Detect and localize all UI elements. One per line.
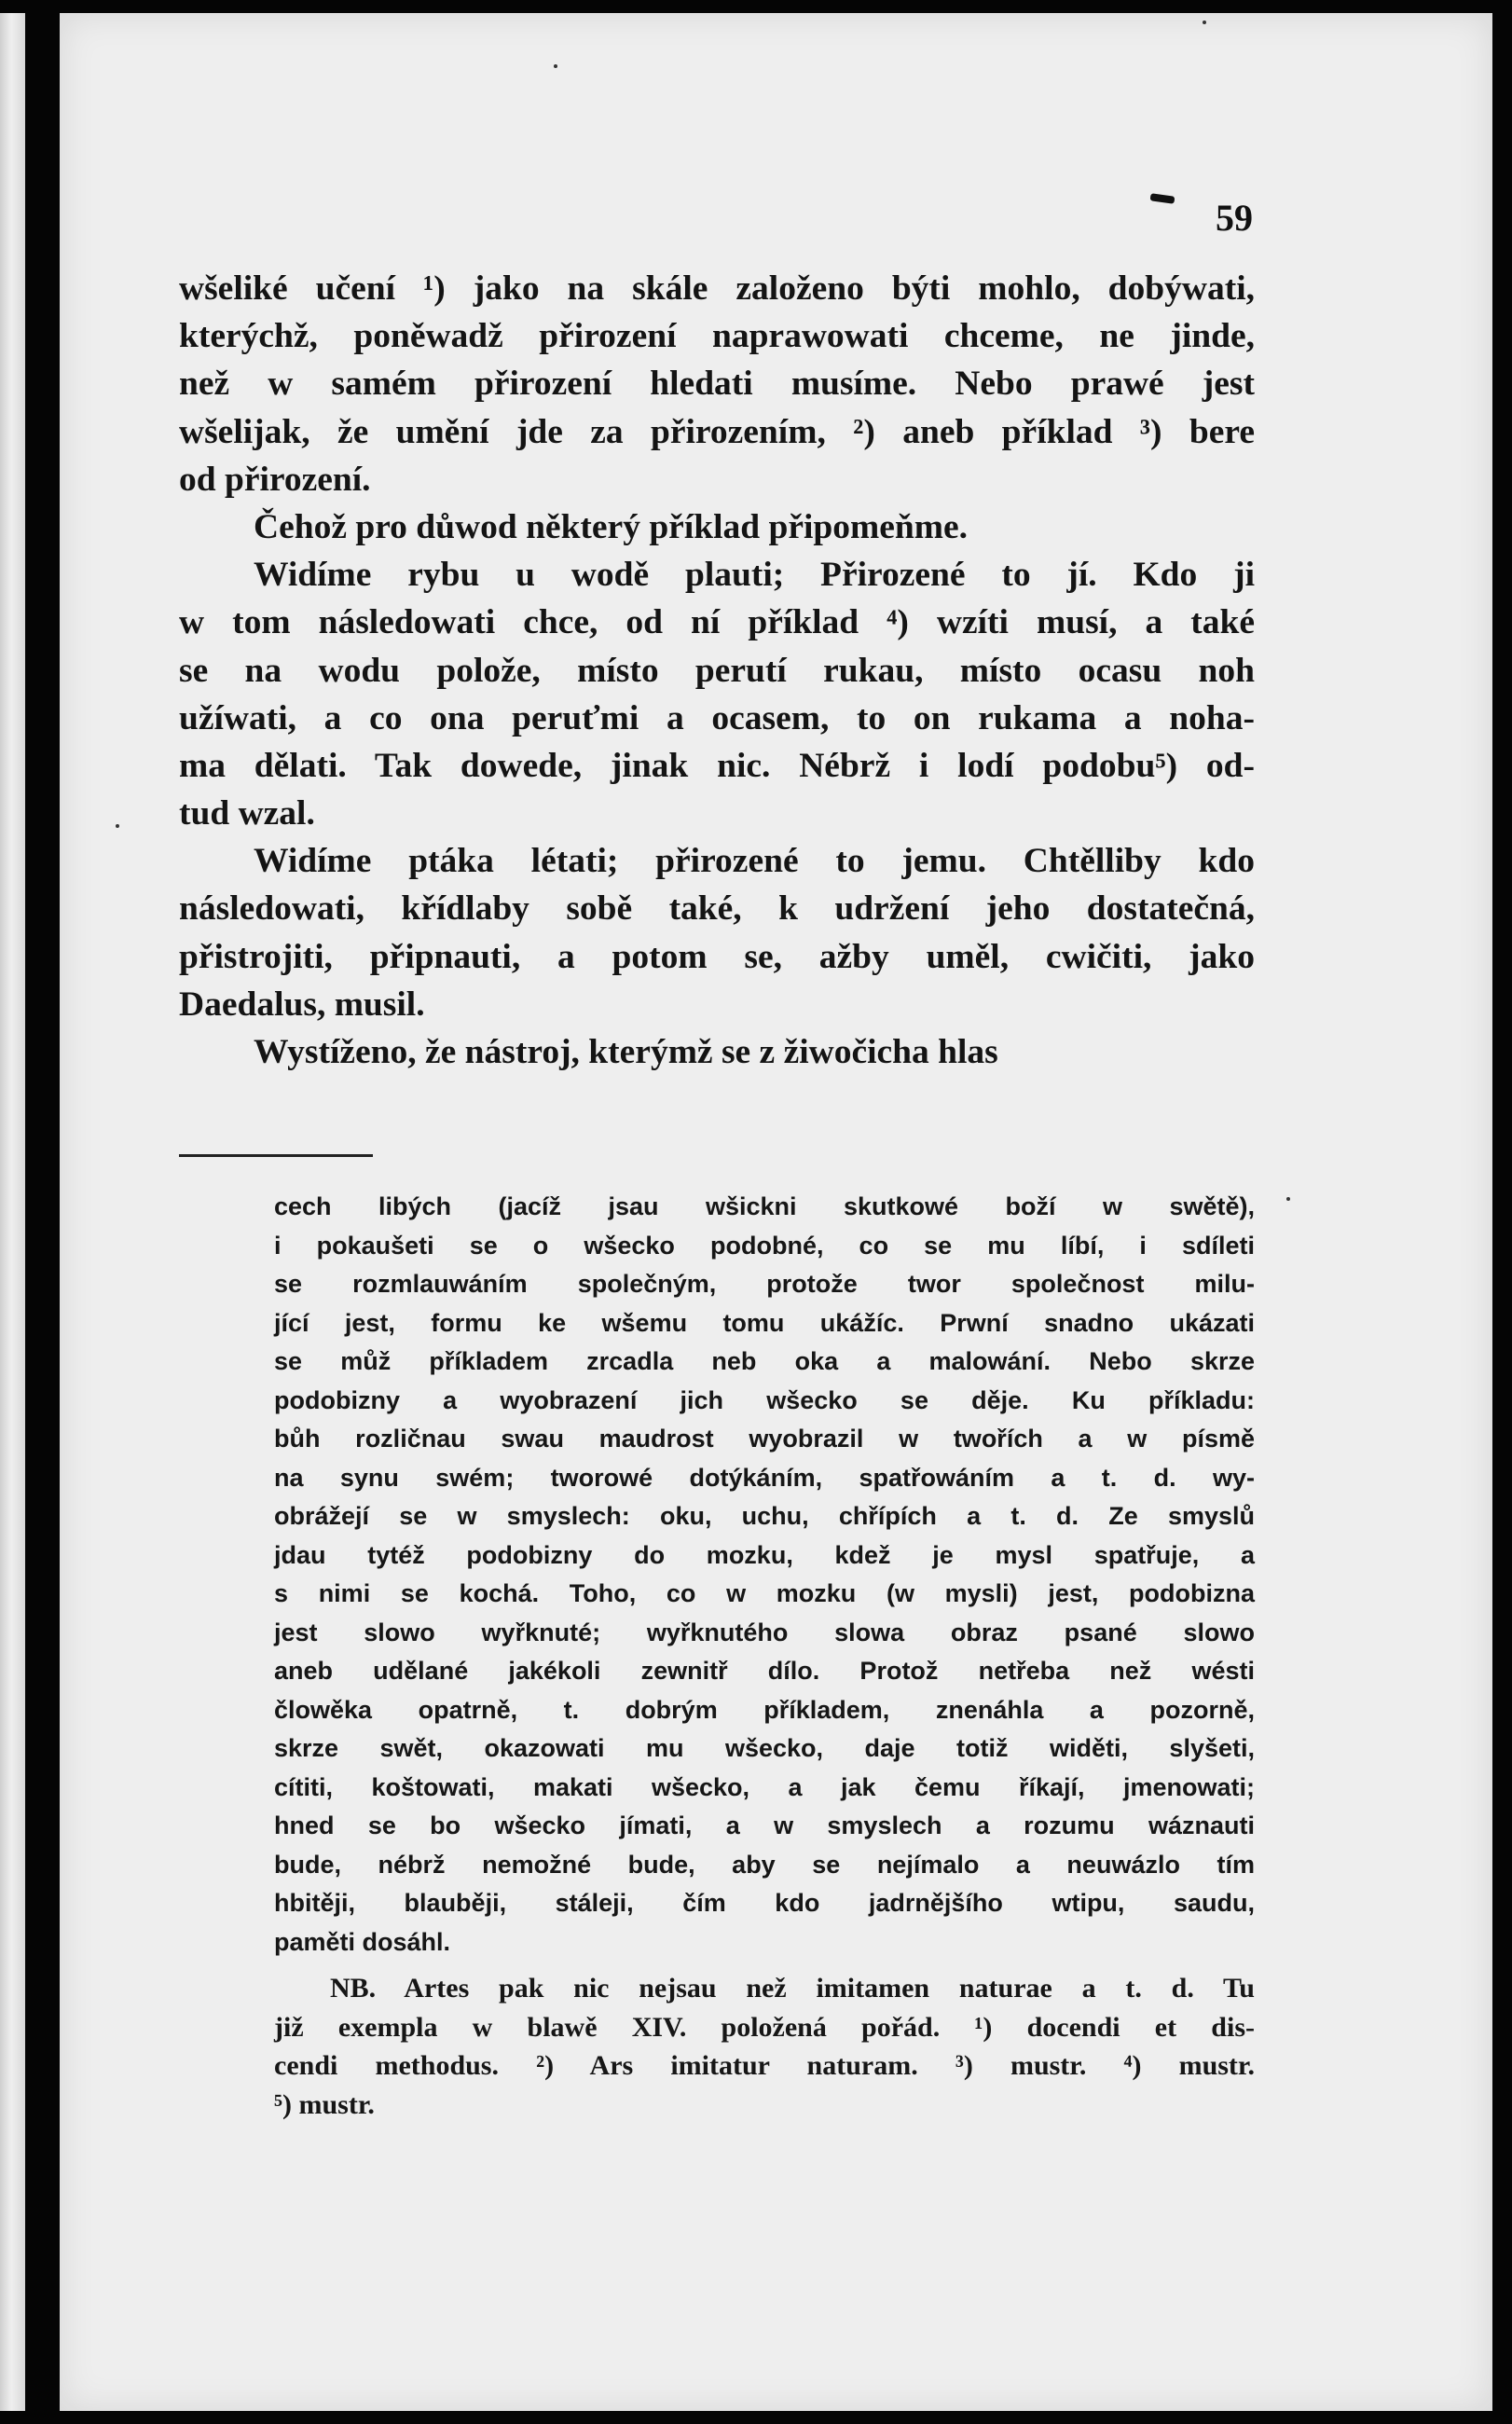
page-number: 59 [1216, 197, 1253, 239]
footnote-line: jdau tytéž podobizny do mozku, kdež je mysl spatřuje, a [274, 1540, 1255, 1569]
footnote-line: se můž příkladem zrcadla neb oka a malowání. Nebo skrze [274, 1347, 1255, 1375]
footnote-line: podobizny a wyobrazení jich wšecko se děje. Ku příkladu: [274, 1385, 1255, 1414]
text-line: Widíme ptáka létati; přirozené to jemu. Chtělliby kdo [254, 842, 1255, 881]
speck [1203, 21, 1206, 24]
ink-mark [1150, 193, 1175, 204]
footnote-line: jící jest, formu ke wšemu tomu ukážíc. Prwní snadno ukázati [274, 1308, 1255, 1337]
text-line: kterýchž, poněwadž přirození naprawowati chceme, ne jinde, [179, 317, 1255, 356]
footnote-line: již exempla w blawě XIV. položená pořád. ¹) docendi et dis- [274, 2011, 1255, 2043]
footnote-nb-text [274, 1969, 1255, 2124]
text-line: než w samém přirození hledati musíme. Nebo prawé jest [179, 365, 1255, 404]
footnote-line: jest slowo wyřknuté; wyřknutého slowa obraz psané slowo [274, 1618, 1255, 1646]
footnote-line: bůh rozličnau swau maudrost wyobrazil w twořích a w písmě [274, 1425, 1255, 1453]
text-line: Čehož pro důwod některý příklad připomeňme. [254, 507, 969, 546]
footnote-line: i pokaušeti se o wšecko podobné, co se mu líbí, i sdíleti [274, 1231, 1255, 1260]
text-line: ma dělati. Tak dowede, jinak nic. Nébrž i lodí podobu⁵) od- [179, 746, 1255, 785]
footnote-separator [179, 1154, 373, 1157]
footnote-line: obrážejí se w smyslech: oku, uchu, chřípích a t. d. Ze smyslů [274, 1502, 1255, 1530]
text-line: užíwati, a co ona peruťmi a ocasem, to on rukama a noha- [179, 698, 1255, 737]
footnote-text [274, 1188, 1255, 1962]
footnote-line: bude, nébrž nemožné bude, aby se nejímalo a neuwázlo tím [274, 1850, 1255, 1879]
text-line: Daedalus, musil. [179, 985, 425, 1024]
text-line: tud wzal. [179, 794, 315, 833]
text-line: se na wodu polože, místo perutí rukau, místo ocasu noh [179, 651, 1255, 690]
footnote-line: cítiti, koštowati, makati wšecko, a jak čemu říkají, jmenowati; [274, 1772, 1255, 1801]
text-line: od přirození. [179, 460, 371, 499]
text-line: Widíme rybu u wodě plauti; Přirozené to jí. Kdo ji [254, 556, 1255, 595]
text-line: w tom následowati chce, od ní příklad ⁴) wzíti musí, a také [179, 603, 1255, 642]
speck [116, 824, 119, 828]
footnote-line: aneb udělané jakékoli zewnitř dílo. Protož netřeba než wésti [274, 1657, 1255, 1685]
footnote-line: cendi methodus. ²) Ars imitatur naturam. ³) mustr. ⁴) mustr. [274, 2050, 1255, 2081]
footnote-line: paměti dosáhl. [274, 1927, 451, 1956]
footnote-line: na synu swém; tworowé dotýkáním, spatřowáním a t. d. wy- [274, 1463, 1255, 1492]
footnote-line: s nimi se kochá. Toho, co w mozku (w mysli) jest, podobizna [274, 1579, 1255, 1607]
book-page [60, 13, 1492, 2411]
text-line: přistrojiti, připnauti, a potom se, ažby uměl, cwičiti, jako [179, 937, 1255, 976]
footnote-line: hned se bo wšecko jímati, a w smyslech a rozumu wáznauti [274, 1811, 1255, 1839]
text-line: wšelijak, že umění jde za přirozením, ²) aneb příklad ³) bere [179, 412, 1255, 451]
footnote-line: se rozmlauwáním společným, protože twor společnost milu- [274, 1270, 1255, 1298]
footnote-line: hbitěji, blauběji, stáleji, čím kdo jadrnějšího wtipu, saudu, [274, 1889, 1255, 1917]
footnote-line: NB. Artes pak nic nejsau než imitamen naturae a t. d. Tu [330, 1973, 1255, 2004]
footnote-line: cech libých (jacíž jsau wšickni skutkowé boží w swětě), [274, 1192, 1255, 1220]
main-text [179, 265, 1255, 1076]
adjacent-page-edge [0, 13, 25, 2411]
footnote-line: skrze swět, okazowati mu wšecko, daje totiž widěti, slyšeti, [274, 1734, 1255, 1762]
speck [554, 64, 557, 68]
footnote-line: člowěka opatrně, t. dobrým příkladem, znenáhla a pozorně, [274, 1695, 1255, 1724]
text-line: následowati, křídlaby sobě také, k udržení jeho dostatečná, [179, 889, 1255, 929]
footnote-line: ⁵) mustr. [274, 2088, 375, 2120]
speck [1286, 1197, 1290, 1201]
text-line: wšeliké učení ¹) jako na skále založeno býti mohlo, dobýwati, [179, 269, 1255, 308]
text-line: Wystíženo, že nástroj, kterýmž se z žiwočicha hlas [254, 1033, 998, 1071]
